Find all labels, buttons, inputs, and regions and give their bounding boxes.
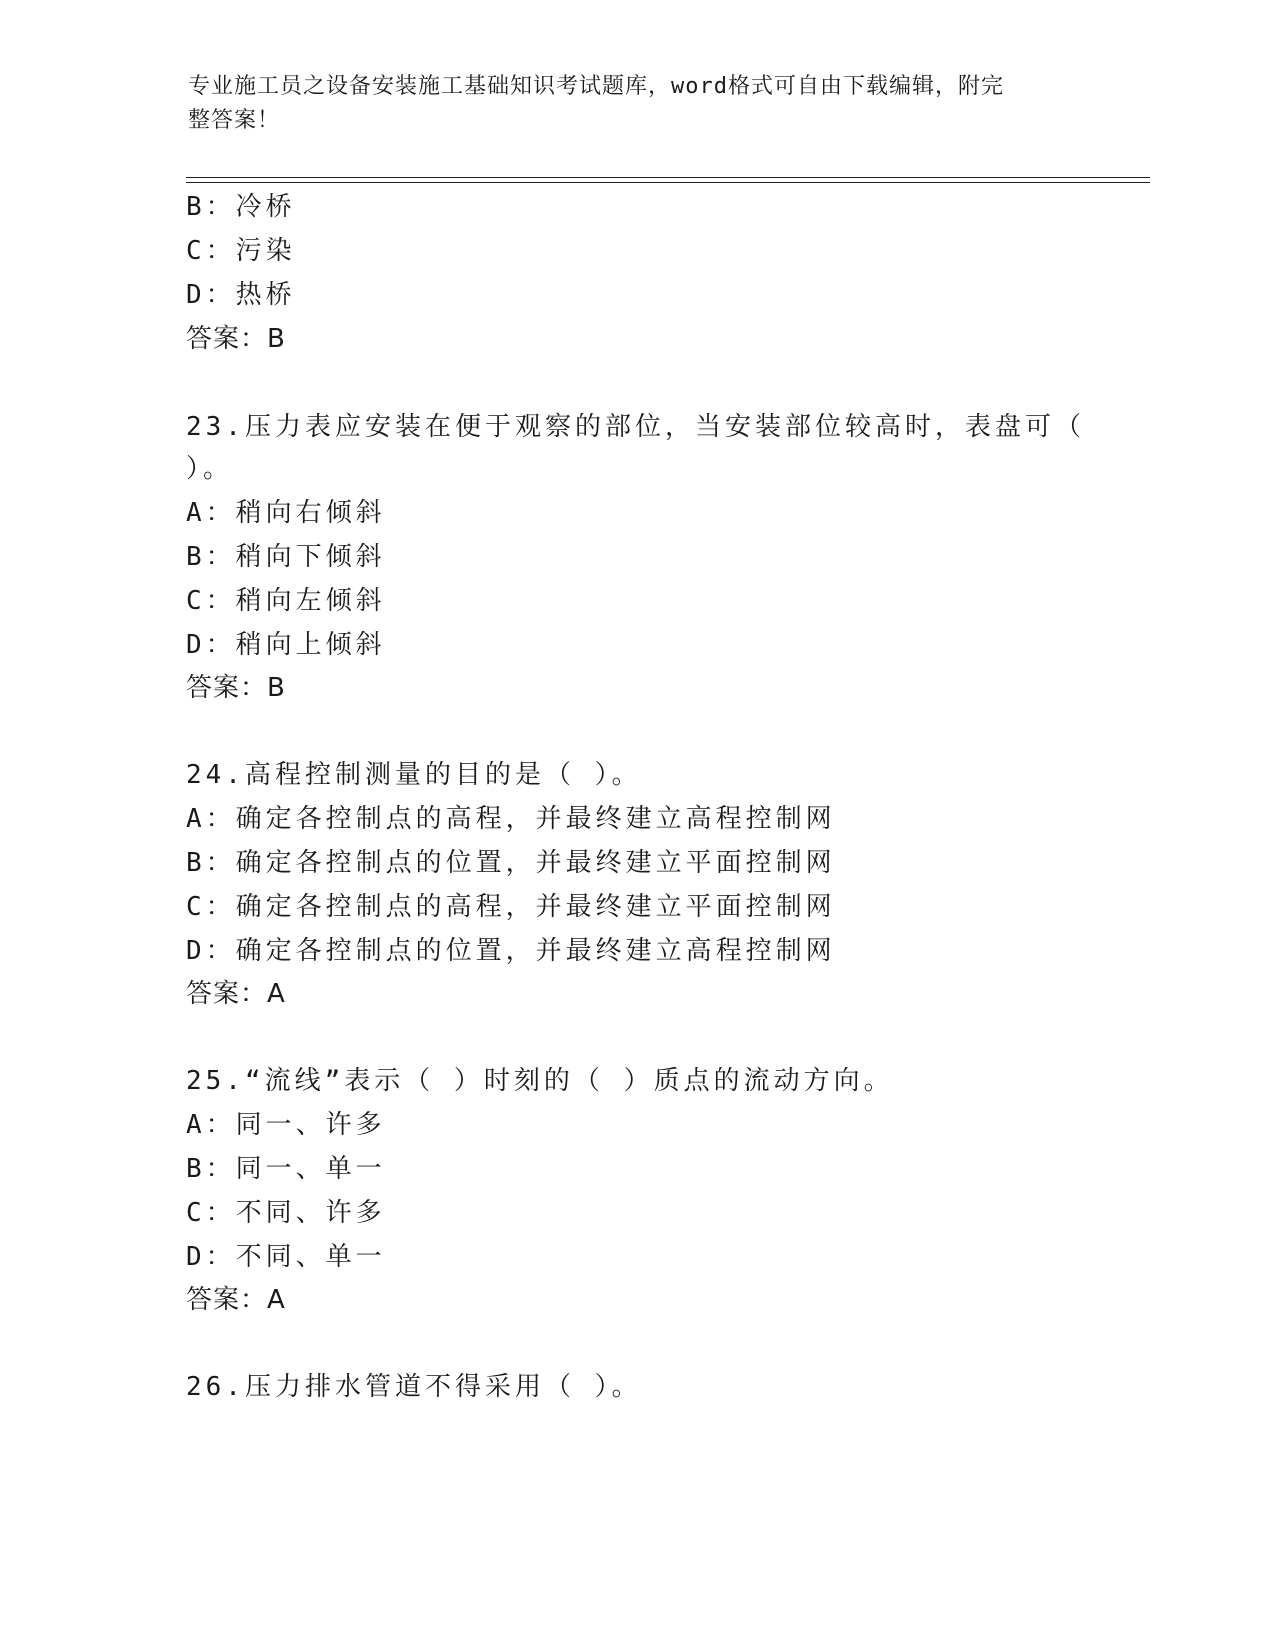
q23-option-d: D：稍向上倾斜 — [186, 630, 386, 660]
q25-option-a: A：同一、许多 — [186, 1110, 386, 1140]
header-line-1: 专业施工员之设备安装施工基础知识考试题库，word格式可自由下载编辑，附完 — [188, 74, 1004, 99]
q24-option-c: C：确定各控制点的高程，并最终建立平面控制网 — [186, 892, 836, 922]
q25-stem: 25.“流线”表示（ ）时刻的（ ）质点的流动方向。 — [186, 1066, 894, 1096]
q22-option-d: D：热桥 — [186, 280, 296, 310]
q24-stem: 24.高程控制测量的目的是（ ）。 — [186, 760, 642, 790]
q23-stem-line-2: ）。 — [186, 454, 234, 484]
q23-option-b: B：稍向下倾斜 — [186, 542, 386, 572]
q25-option-b: B：同一、单一 — [186, 1154, 386, 1184]
header-divider-top — [186, 177, 1150, 178]
q24-answer: 答案：A — [186, 979, 286, 1009]
q24-option-b: B：确定各控制点的位置，并最终建立平面控制网 — [186, 848, 836, 878]
q22-option-c: C：污染 — [186, 236, 296, 266]
q24-option-a: A：确定各控制点的高程，并最终建立高程控制网 — [186, 804, 836, 834]
q22-answer: 答案：B — [186, 324, 286, 354]
q23-stem-line-1: 23.压力表应安装在便于观察的部位，当安装部位较高时，表盘可（ — [186, 412, 1085, 442]
header-divider-bottom — [186, 182, 1150, 183]
q23-option-c: C：稍向左倾斜 — [186, 586, 386, 616]
header-line-2: 整答案！ — [188, 108, 281, 133]
q25-option-d: D：不同、单一 — [186, 1242, 386, 1272]
q24-option-d: D：确定各控制点的位置，并最终建立高程控制网 — [186, 936, 836, 966]
q23-answer: 答案：B — [186, 673, 286, 703]
document-header — [188, 70, 1068, 138]
q25-answer: 答案：A — [186, 1285, 286, 1315]
q22-option-b: B：冷桥 — [186, 192, 296, 222]
q25-option-c: C：不同、许多 — [186, 1198, 386, 1228]
q26-stem: 26.压力排水管道不得采用（ ）。 — [186, 1372, 642, 1402]
q23-option-a: A：稍向右倾斜 — [186, 498, 386, 528]
